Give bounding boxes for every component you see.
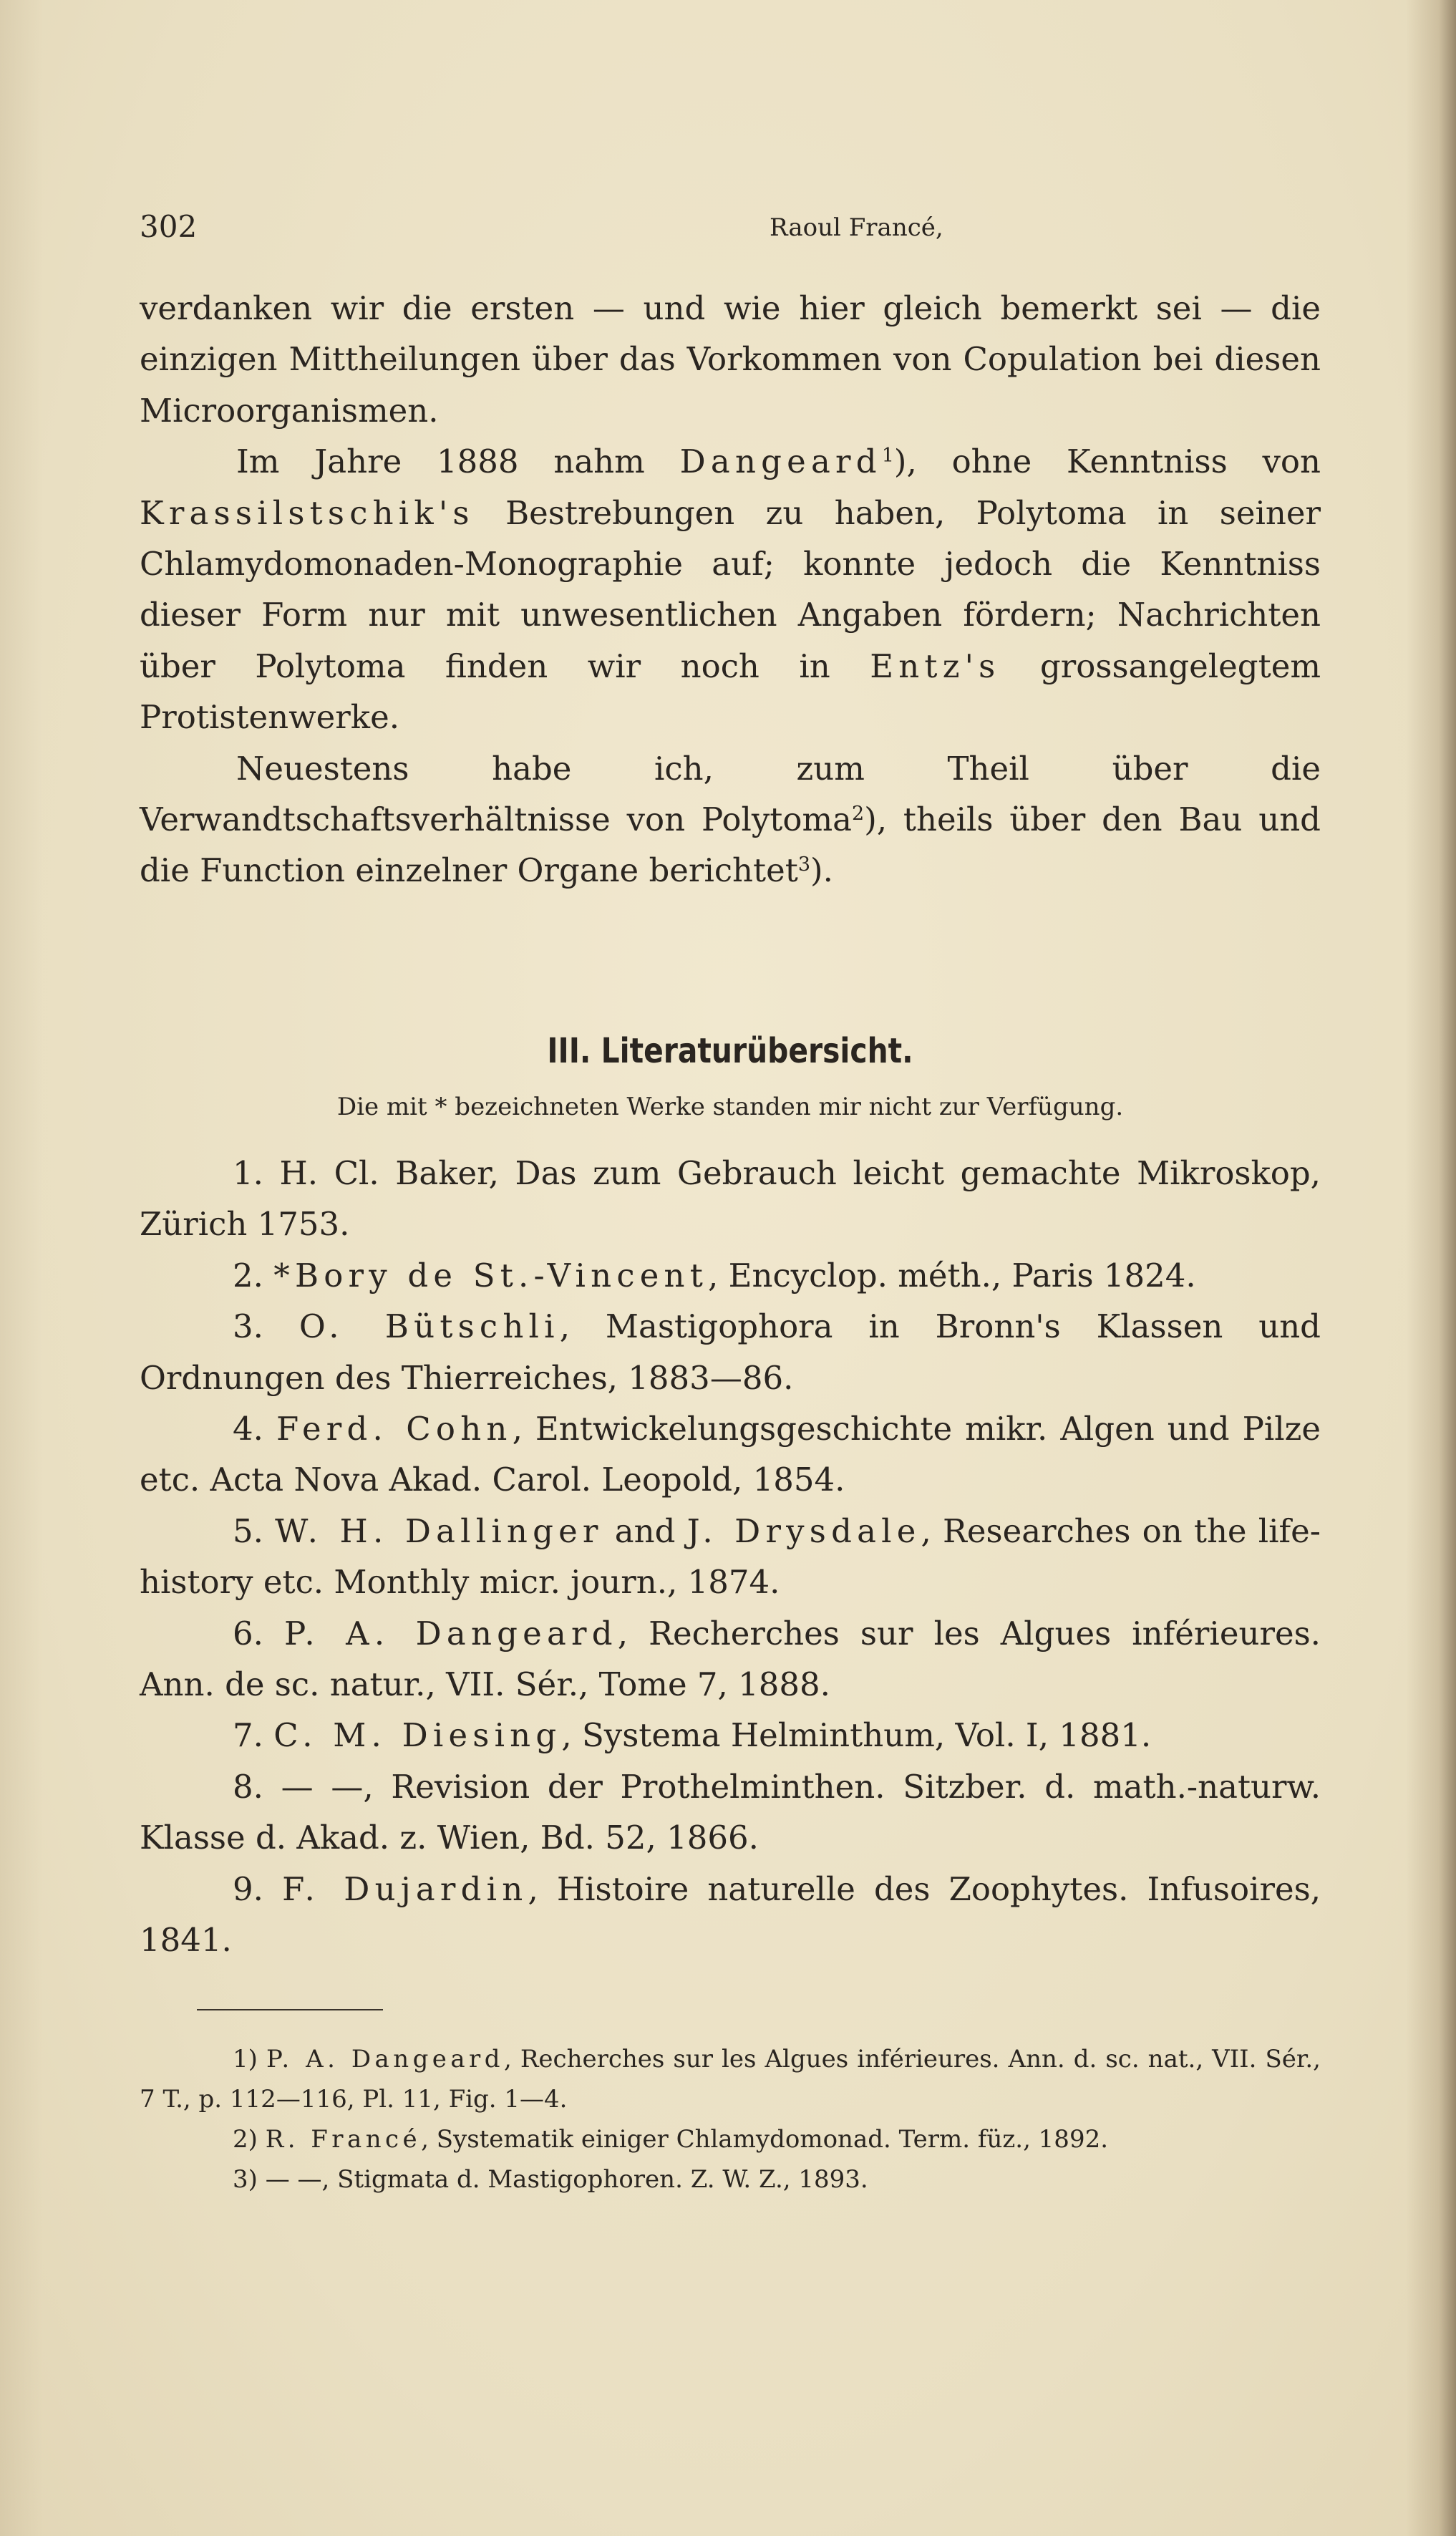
reference-item: [140, 1506, 1321, 1608]
reference-number: 1.: [233, 1154, 263, 1192]
paragraph-2: [140, 436, 1321, 742]
reference-text: , Recherches sur les Algues inférieures. Ann. de sc. natur., VII. Sér., Tome 7, 1888.: [140, 1614, 1321, 1704]
reference-number: 3.: [233, 1307, 263, 1346]
reference-number: 9.: [233, 1869, 263, 1908]
reference-author: O. Bütschli: [299, 1307, 560, 1346]
reference-list: [140, 1148, 1321, 1966]
reference-number: 6.: [233, 1614, 263, 1652]
reference-number: 4.: [233, 1410, 263, 1448]
reference-item: [140, 1403, 1321, 1506]
author-dangeard: Dangeard: [679, 442, 882, 481]
footnote-mark: 1): [233, 2045, 258, 2073]
reference-conjunction: and: [603, 1511, 687, 1550]
reference-item: [140, 1710, 1321, 1761]
footnote-ref-2: 2: [852, 803, 865, 826]
paragraph-2-text-d: grossangelegtem Protistenwerke.: [140, 647, 1321, 737]
reference-item: [140, 1608, 1321, 1710]
reference-number: 7.: [233, 1716, 263, 1755]
footnote-author: R. Francé: [265, 2125, 422, 2154]
reference-author: — —: [281, 1767, 364, 1806]
paragraph-3: [140, 743, 1321, 896]
footnote-text: , Systematik einiger Chlamydomonad. Term. füz., 1892.: [421, 2125, 1109, 2154]
page-number: 302: [140, 209, 198, 244]
paragraph-3-text-a: Neuestens habe ich, zum Theil über die Verwandtschaftsverhältnisse von Polytoma: [140, 749, 1321, 839]
reference-author: C. M. Diesing: [273, 1716, 562, 1755]
paragraph-2-text-c: Bestrebungen zu haben, Polytoma in seiner Chlamydomonaden-Monographie auf; konnte jedoch die Kenntniss dieser Form nur mit unwesentlichen Angaben fördern; Nachrichten über Polytoma finden wir noch in: [140, 493, 1321, 685]
footnote-ref-1: 1: [881, 445, 894, 468]
footnote-text: , Recherches sur les Algues inférieures. Ann. d. sc. nat., VII. Sér., 7 T., p. 112—116, Pl. 11, Fig. 1—4.: [140, 2045, 1321, 2114]
reference-author-2: J. Drysdale: [686, 1511, 921, 1550]
paragraph-2-text-a: Im Jahre 1888 nahm: [236, 442, 680, 481]
reference-item: [140, 1250, 1321, 1301]
reference-item: [140, 1761, 1321, 1864]
paragraph-3-text-b: ), theils über den Bau und die Function einzelner Organe berichtet: [140, 800, 1321, 890]
reference-author: H. Cl. Baker: [279, 1154, 489, 1192]
reference-text: , Revision der Prothelminthen. Sitzber. d. math.-naturw. Klasse d. Akad. z. Wien, Bd. 52, 1866.: [140, 1767, 1321, 1857]
reference-number: 2.: [233, 1256, 263, 1294]
running-head: Raoul Francé,: [770, 213, 943, 242]
reference-item: [140, 1864, 1321, 1966]
reference-text: , Systema Helminthum, Vol. I, 1881.: [561, 1716, 1152, 1755]
footnote-author: P. A. Dangeard: [266, 2045, 504, 2073]
footnote-text: , Stigmata d. Mastigophoren. Z. W. Z., 1893.: [321, 2165, 868, 2194]
reference-author: W. H. Dallinger: [275, 1511, 603, 1550]
reference-text: , Histoire naturelle des Zoophytes. Infusoires, 1841.: [140, 1869, 1321, 1960]
paragraph-1: verdanken wir die ersten — und wie hier gleich bemerkt sei — die einzigen Mittheilungen über das Vorkommen von Copulation bei diesen Microorganismen.: [140, 289, 1321, 430]
footnote-ref-3: 3: [797, 853, 811, 876]
reference-author: *Bory de St.-Vincent: [273, 1256, 709, 1294]
footnote-author: — —: [265, 2165, 322, 2194]
footnote-divider: [197, 2009, 383, 2010]
reference-text: , Entwickelungsgeschichte mikr. Algen und Pilze etc. Acta Nova Akad. Carol. Leopold, 1854.: [140, 1410, 1321, 1499]
reference-author: F. Dujardin: [282, 1869, 528, 1908]
footnotes: [140, 2039, 1321, 2199]
reference-text: , Researches on the life-history etc. Monthly micr. journ., 1874.: [140, 1511, 1321, 1602]
footnote-item: [140, 2119, 1321, 2159]
reference-text: , Das zum Gebrauch leicht gemachte Mikroskop, Zürich 1753.: [140, 1154, 1321, 1244]
section-note: Die mit * bezeichneten Werke standen mir nicht zur Verfügung.: [336, 1093, 1124, 1121]
reference-text: , Mastigophora in Bronn's Klassen und Ordnungen des Thierreiches, 1883—86.: [140, 1307, 1321, 1397]
reference-number: 5.: [233, 1511, 263, 1550]
paragraph-3-text-c: ).: [810, 851, 833, 890]
reference-number: 8.: [233, 1767, 263, 1806]
reference-item: [140, 1301, 1321, 1403]
section-heading: III. Literaturübersicht.: [547, 1031, 913, 1071]
footnote-mark: 3): [233, 2165, 258, 2194]
reference-item: [140, 1148, 1321, 1250]
footnote-mark: 2): [233, 2125, 258, 2154]
author-krassilstschik: Krassilstschik's: [140, 493, 475, 532]
main-text: [140, 283, 1321, 896]
reference-author: Ferd. Cohn: [276, 1410, 513, 1448]
page-header: [140, 209, 1321, 252]
footnote-item: [140, 2159, 1321, 2199]
reference-author: P. A. Dangeard: [284, 1614, 618, 1652]
paragraph-2-text-b: ), ohne Kenntniss von: [893, 442, 1321, 481]
reference-text: , Encyclop. méth., Paris 1824.: [708, 1256, 1196, 1294]
footnote-item: [140, 2039, 1321, 2119]
author-entz: Entz's: [870, 647, 1001, 685]
